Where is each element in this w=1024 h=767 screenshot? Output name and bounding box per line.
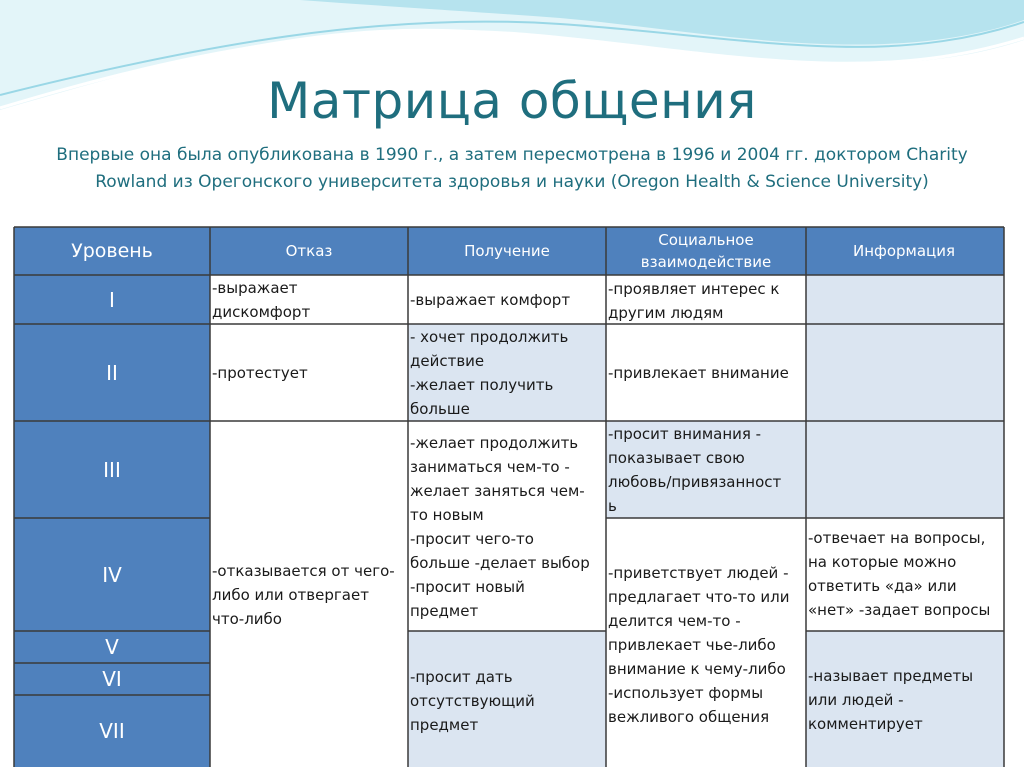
- cell-line: желает заняться чем-: [410, 482, 585, 500]
- cell-line: -просит внимания -: [608, 425, 762, 443]
- cell-getting-level-2: [410, 325, 606, 421]
- cell-line: -привлекает внимание: [608, 364, 789, 382]
- header-refusal: Отказ: [285, 242, 333, 260]
- slide-title: Матрица общения: [267, 72, 757, 130]
- cell-line: -просит дать: [410, 668, 513, 686]
- cell-line: то новым: [410, 506, 484, 524]
- cell-info-levels-5-7: [808, 664, 1004, 736]
- cell-line: - хочет продолжить: [410, 328, 569, 346]
- cell-social-levels-4-7: [608, 561, 805, 729]
- header-level: Уровень: [71, 240, 153, 262]
- level-label-2: II: [106, 360, 118, 385]
- cell-line: другим людям: [608, 304, 724, 322]
- cell-line: предмет: [410, 602, 479, 620]
- subtitle-line-2: Rowland из Орегонского университета здоровья и науки (Oregon Health & Science University): [95, 172, 929, 192]
- level-label-3: III: [103, 457, 121, 482]
- level-label-1: I: [109, 287, 115, 312]
- cell-line: внимание к чему-либо: [608, 660, 786, 678]
- cell-line: -желает продолжить: [410, 434, 579, 452]
- cell-line: -выражает комфорт: [410, 291, 571, 309]
- cell-line: любовь/привязанност: [608, 473, 782, 491]
- cell-line: предлагает что-то или: [608, 588, 790, 606]
- light-cell: [806, 275, 1004, 324]
- level-label-4: IV: [102, 562, 122, 587]
- cell-refusal-level-2: [212, 361, 408, 385]
- cell-getting-levels-5-7: [410, 665, 606, 737]
- cell-getting-levels-3-4: [410, 431, 606, 623]
- cell-refusal-level-1: [212, 276, 408, 324]
- cell-line: предмет: [410, 716, 479, 734]
- cell-line: заниматься чем-то -: [410, 458, 570, 476]
- cell-line: показывает свою: [608, 449, 745, 467]
- cell-line: -просит новый: [410, 578, 525, 596]
- cell-social-level-2: [608, 361, 805, 385]
- light-cell: [806, 421, 1004, 518]
- cell-refusal-levels-3-7: [212, 559, 408, 631]
- cell-line: -протестует: [212, 364, 308, 382]
- cell-social-level-3: [608, 422, 805, 518]
- header-getting: Получение: [464, 242, 550, 260]
- cell-line: вежливого общения: [608, 708, 770, 726]
- cell-line: -желает получить: [410, 376, 554, 394]
- cell-line: -приветствует людей -: [608, 564, 789, 582]
- cell-line: ответить «да» или: [808, 577, 957, 595]
- cell-line: дискомфорт: [212, 303, 311, 321]
- cell-info-level-4: [808, 526, 1008, 622]
- cell-line: -использует формы: [608, 684, 764, 702]
- cell-line: «нет» -задает вопросы: [808, 601, 991, 619]
- cell-line: на которые можно: [808, 553, 957, 571]
- cell-line: -отвечает на вопросы,: [808, 529, 986, 547]
- cell-line: -просит чего-то: [410, 530, 534, 548]
- cell-line: -называет предметы: [808, 667, 974, 685]
- cell-social-level-1: [608, 277, 805, 325]
- cell-line: больше: [410, 400, 470, 418]
- cell-line: либо или отвергает: [212, 586, 369, 604]
- header-social: Социальное взаимодействие: [640, 231, 772, 271]
- header-info: Информация: [852, 242, 956, 260]
- level-label-7: VII: [99, 719, 125, 743]
- cell-line: -проявляет интерес к: [608, 280, 780, 298]
- subtitle-line-1: Впервые она была опубликована в 1990 г., а затем пересмотрена в 1996 и 2004 гг. доктором Charity: [56, 145, 968, 165]
- cell-line: больше -делает выбор: [410, 554, 590, 572]
- cell-line: привлекает чье-либо: [608, 636, 776, 654]
- cell-line: отсутствующий: [410, 692, 535, 710]
- cell-line: ь: [608, 497, 617, 515]
- cell-getting-level-1: [410, 288, 606, 312]
- level-label-6: VI: [102, 667, 122, 691]
- cell-line: -отказывается от чего-: [212, 562, 395, 580]
- level-label-5: V: [105, 635, 119, 659]
- cell-line: или людей -: [808, 691, 904, 709]
- cell-line: делится чем-то -: [608, 612, 741, 630]
- light-cell: [806, 324, 1004, 421]
- cell-line: комментирует: [808, 715, 923, 733]
- cell-line: действие: [410, 352, 485, 370]
- cell-line: -выражает: [212, 279, 298, 297]
- cell-line: что-либо: [212, 610, 282, 628]
